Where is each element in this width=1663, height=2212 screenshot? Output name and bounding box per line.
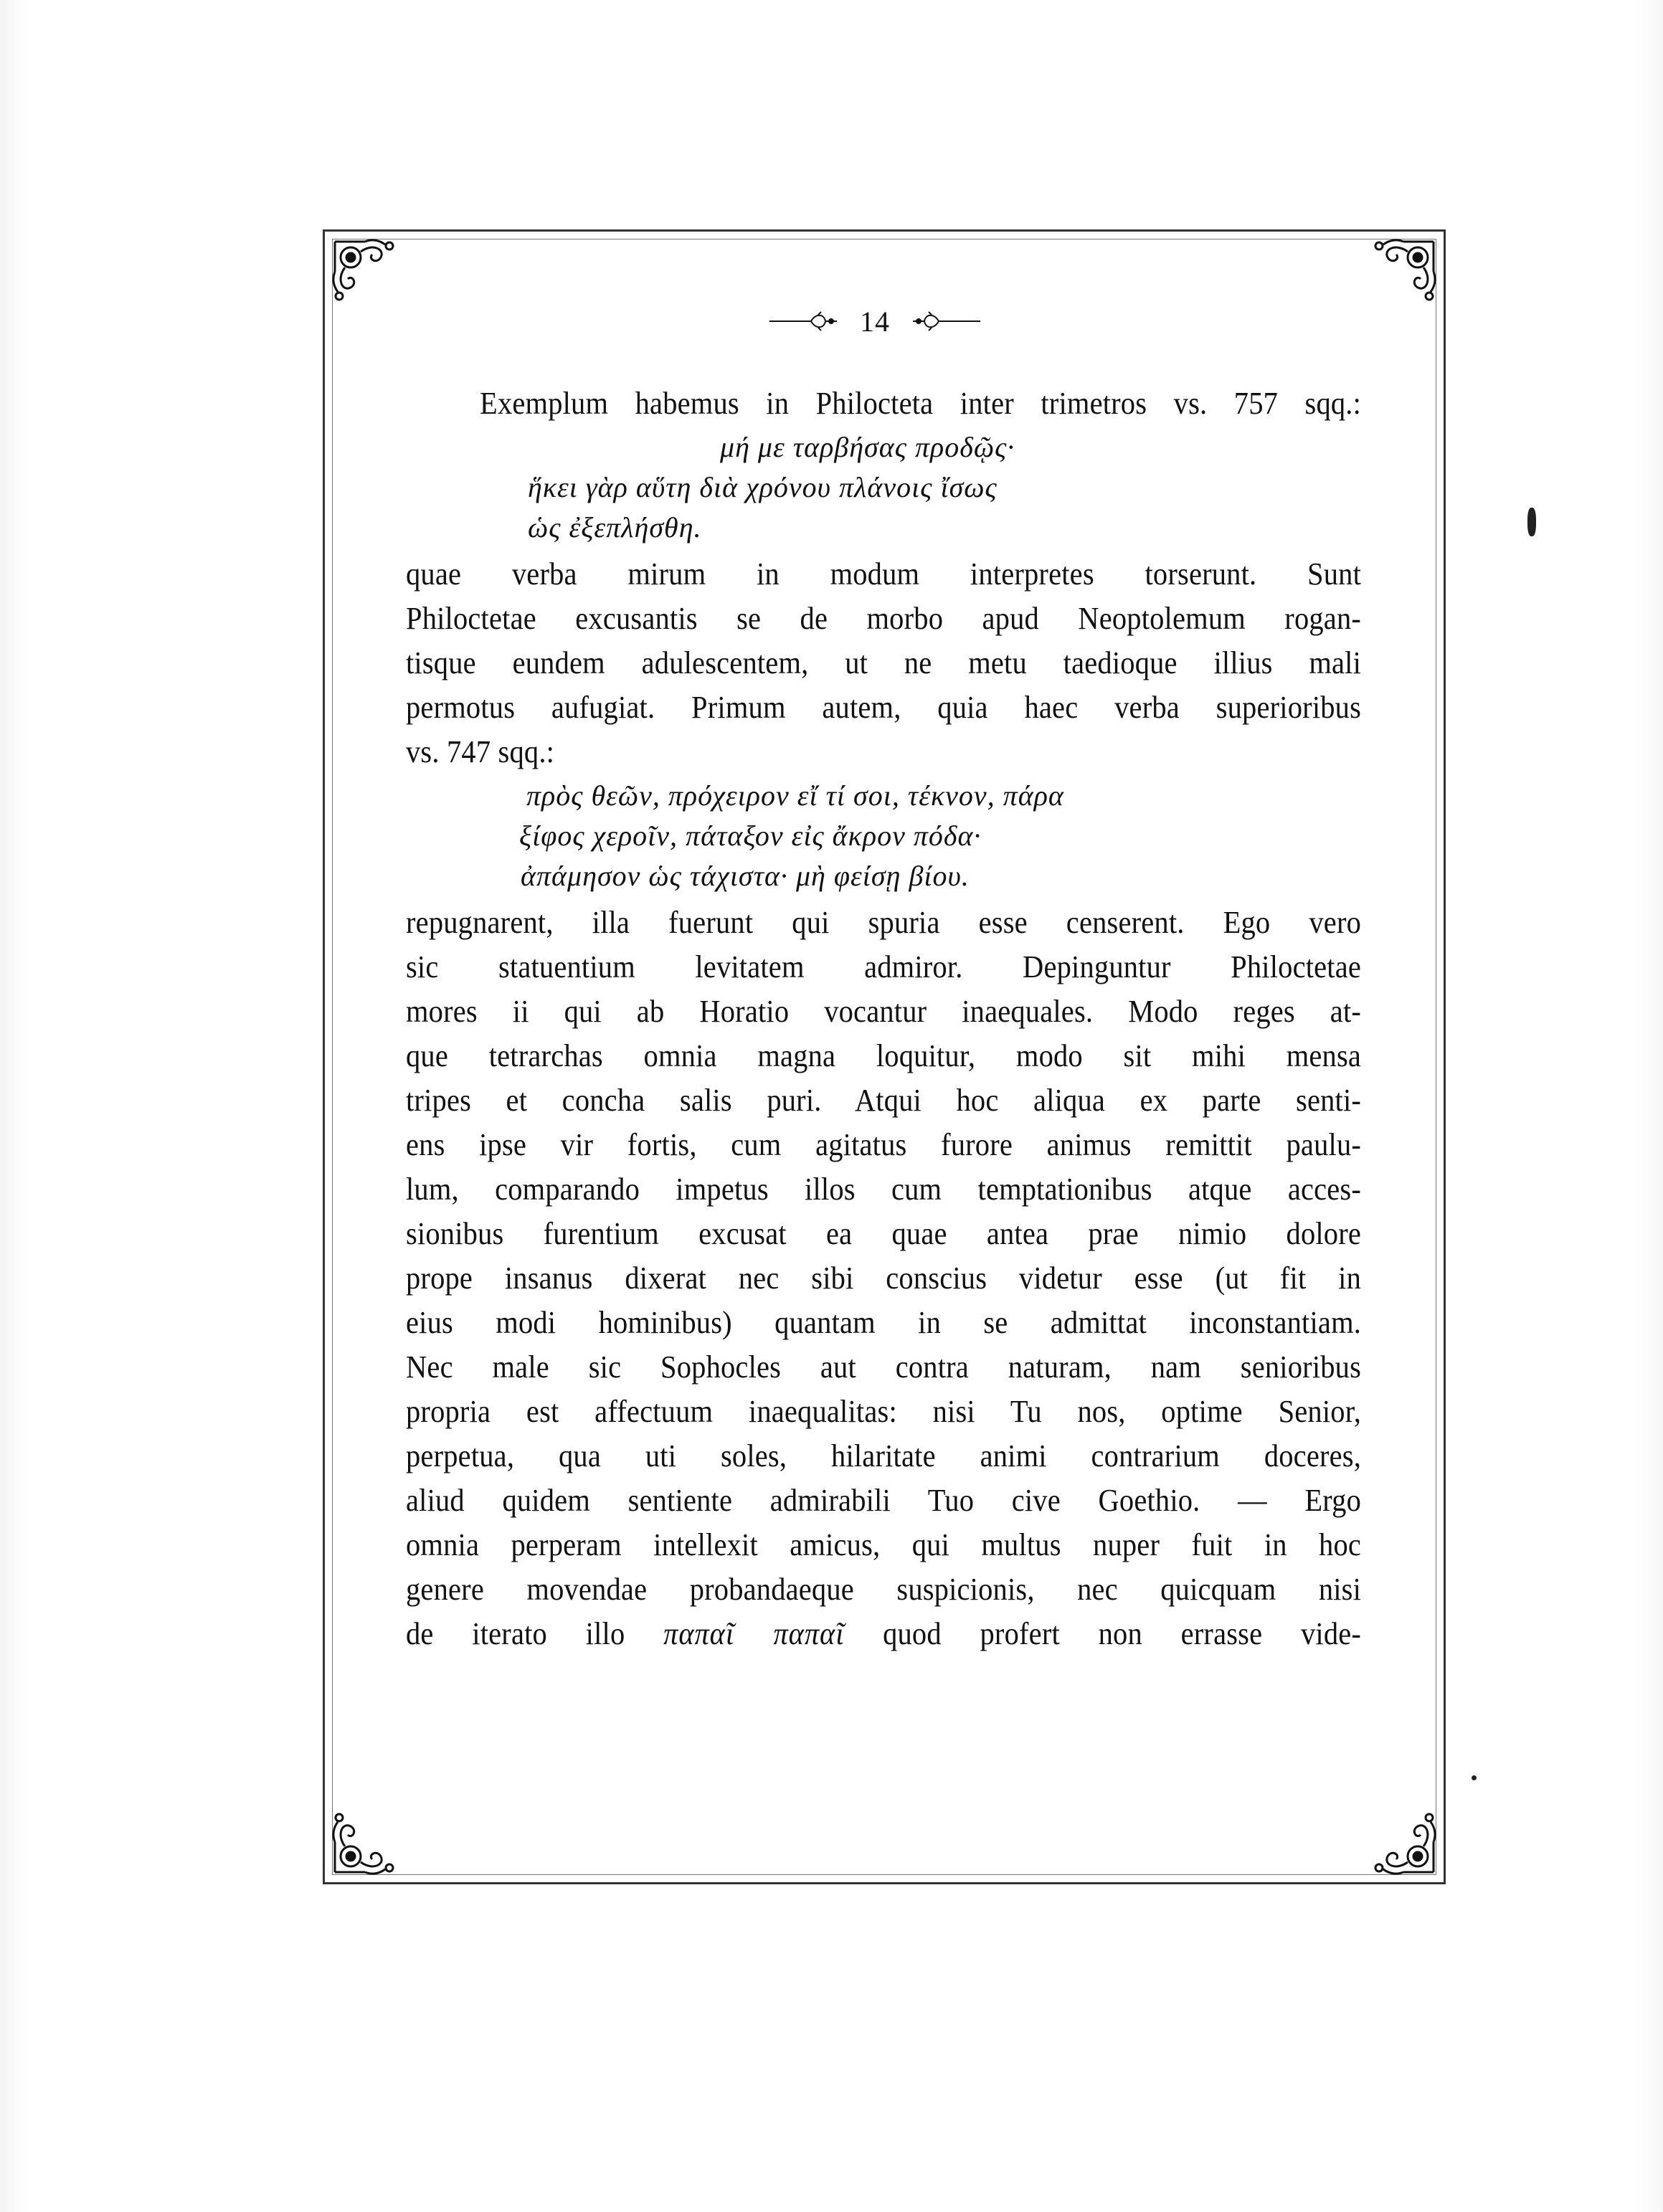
- fleuron-icon: [910, 310, 982, 332]
- text-fragment: quod profert non errasse vide-: [883, 1616, 1362, 1651]
- text-line: eius modi hominibus) quantam in se admittat inconstantiam.: [406, 1305, 1362, 1340]
- text-line: Philoctetae excusantis se de morbo apud Neoptolemum rogan-: [406, 601, 1362, 636]
- text-line: repugnarent, illa fuerunt qui spuria esse censerent. Ego vero: [406, 905, 1362, 940]
- greek-verse-line: ξίφος χεροῖν, πάταξον εἰς ἄκρον πόδα·: [519, 820, 982, 852]
- ink-speck: [1472, 1775, 1477, 1780]
- text-line: sic statuentium levitatem admiror. Depinguntur Philoctetae: [406, 949, 1362, 984]
- floral-corner-ornament-icon: [329, 236, 401, 308]
- greek-verse-line: ἀπάμησον ὡς τάχιστα· μὴ φείσῃ βίου.: [521, 860, 970, 892]
- greek-verse-line: ἥκει γὰρ αὕτη διὰ χρόνου πλάνοις ἴσως: [528, 471, 998, 503]
- text-line: tripes et concha salis puri. Atqui hoc aliqua ex parte senti-: [406, 1083, 1362, 1118]
- text-line: lum, comparando impetus illos cum temptationibus atque acces-: [406, 1172, 1362, 1207]
- text-line: Exemplum habemus in Philocteta inter trimetros vs. 757 sqq.:: [480, 386, 1362, 421]
- text-line: permotus aufugiat. Primum autem, quia haec verba superioribus: [406, 690, 1362, 725]
- greek-quotation: [406, 774, 1361, 901]
- text-line: que tetrarchas omnia magna loquitur, modo sit mihi mensa: [406, 1038, 1362, 1073]
- text-line: genere movendae probandaeque suspicionis, nec quicquam nisi: [406, 1572, 1362, 1607]
- fleuron-icon: [768, 310, 840, 332]
- greek-quotation: [406, 426, 1361, 552]
- text-line-last: [406, 1612, 1361, 1656]
- greek-verse-line: μή με ταρβήσας προδῷς·: [720, 431, 1015, 463]
- greek-inline-text: παπαῖ παπαῖ: [663, 1616, 845, 1651]
- text-line: omnia perperam intellexit amicus, qui multus nuper fuit in hoc: [406, 1527, 1362, 1562]
- floral-corner-ornament-icon: [1368, 236, 1439, 308]
- text-line: tisque eundem adulescentem, ut ne metu taedioque illius mali: [406, 645, 1362, 680]
- text-line: propria est affectuum inaequalitas: nisi Tu nos, optime Senior,: [406, 1394, 1362, 1429]
- text-fragment: de iterato illo: [406, 1616, 625, 1651]
- page-number: 14: [860, 305, 890, 338]
- text-line: Nec male sic Sophocles aut contra naturam, nam senioribus: [406, 1349, 1362, 1385]
- text-line: mores ii qui ab Horatio vocantur inaequales. Modo reges at-: [406, 994, 1362, 1029]
- page-header: [717, 300, 1033, 343]
- text-line: perpetua, qua uti soles, hilaritate animi contrarium doceres,: [406, 1438, 1362, 1473]
- text-line: prope insanus dixerat nec sibi conscius videtur esse (ut fit in: [406, 1261, 1362, 1296]
- text-line: vs. 747 sqq.:: [406, 734, 555, 769]
- text-line: ens ipse vir fortis, cum agitatus furore animus remittit paulu-: [406, 1127, 1362, 1162]
- greek-verse-line: ὡς ἐξεπλήσθη.: [528, 511, 702, 543]
- greek-verse-line: πρὸς θεῶν, πρόχειρον εἴ τί σοι, τέκνον, πάρα: [526, 779, 1064, 812]
- text-line: aliud quidem sentiente admirabili Tuo cive Goethio. — Ergo: [406, 1483, 1362, 1518]
- floral-corner-ornament-icon: [329, 1806, 401, 1878]
- floral-corner-ornament-icon: [1368, 1806, 1439, 1878]
- body-text: [406, 381, 1361, 1656]
- ink-speck: [1527, 508, 1536, 536]
- text-line: sionibus furentium excusat ea quae antea prae nimio dolore: [406, 1216, 1362, 1251]
- text-line: quae verba mirum in modum interpretes torserunt. Sunt: [406, 556, 1362, 592]
